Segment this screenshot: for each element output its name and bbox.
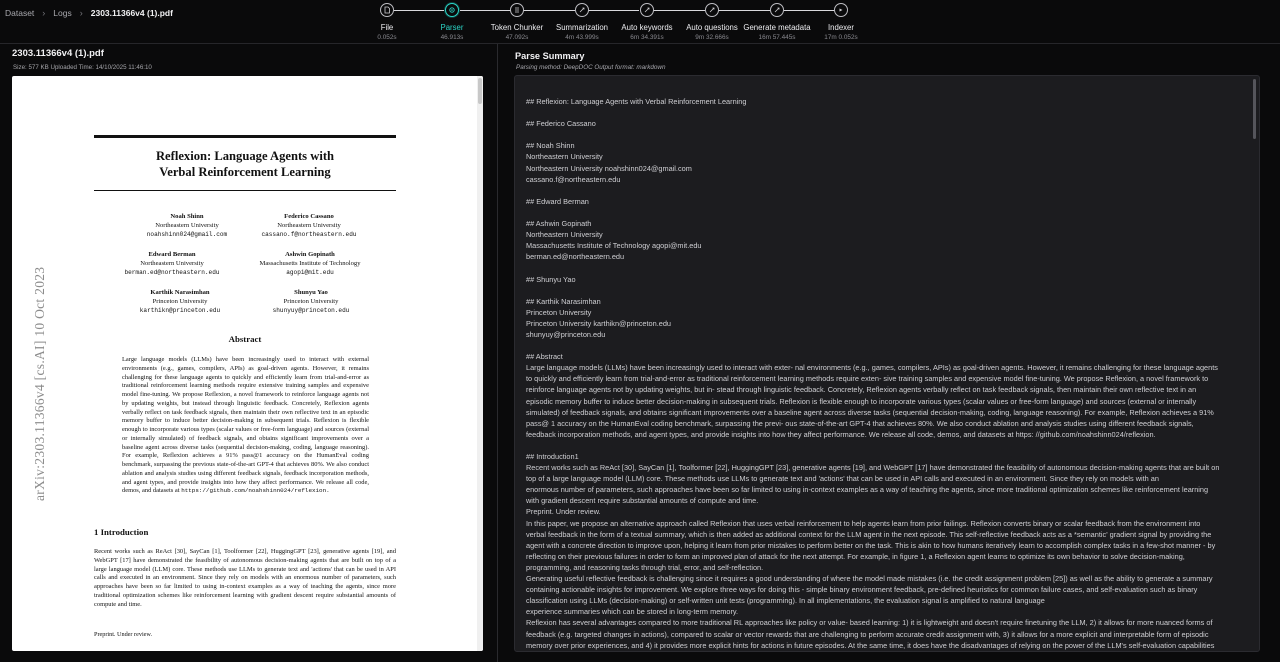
breadcrumb-current: 2303.11366v4 (1).pdf [90, 8, 173, 18]
markdown-blank-line [526, 285, 1246, 296]
abstract-link[interactable]: https://github.com/noahshinn024/reflexion. [181, 487, 330, 495]
markdown-blank-line [526, 262, 1246, 273]
intro-text: Recent works such as ReAct [30], SayCan [1], Toolformer [22], HuggingGPT [23], generative agents [19], and WebGPT [17] have demonstrated the feasibility of autonomous decision-making agents that are built on top of a large language model (LLM) core. These methods use LLMs to generate text and 'actions' that can be used in API calls and executed in an environment. Since they rely on models with an enormous number of parameters, such approaches have been so far limited to using in-context examples as a way of teaching the agents, since more traditional optimization schemes like reinforcement learning with gradient descent require substantial amounts of compute and time. [94, 548, 396, 608]
markdown-line: Northeastern University [526, 152, 603, 162]
markdown-line: cassano.f@northeastern.edu [526, 174, 621, 184]
step-name: Summarization [556, 23, 608, 32]
file-icon [380, 3, 394, 17]
preprint-footnote: Preprint. Under review. [94, 631, 153, 638]
markdown-line: containing actionable insights for improvement. We explore three ways for doing this - simple binary environment feedback, pre-defined heuristics for common failure cases, and self-evaluation such as binary [526, 585, 1198, 595]
author-name: Edward Berman [148, 251, 196, 258]
markdown-line: Princeton University [526, 307, 592, 317]
markdown-line: memory over prior experiences, and 4) it provides more explicit hints for actions in future episodes. At the same time, it does have the disadvantages of relying on the power of the LLM's self-evaluation capabilities [526, 640, 1215, 650]
markdown-blank-line [526, 340, 1246, 351]
markdown-heading: ## Edward Berman [526, 196, 589, 206]
markdown-heading: ## Ashwin Gopinath [526, 219, 592, 229]
author-name: Shunyu Yao [294, 289, 328, 296]
markdown-line: reflecting on their previous failures in order to form an improved plan of attack for the next attempt. For example, in figure 1, a Reflexion agent learns to optimize its own behavior to solve decision-making, [526, 551, 1185, 561]
markdown-line: Princeton University karthikn@princeton.edu [526, 318, 672, 328]
author-email: cassano.f@northeastern.edu [261, 230, 357, 238]
document-panel [0, 44, 498, 662]
summary-title: Parse Summary [515, 51, 585, 61]
markdown-blank-line [526, 107, 1246, 118]
parser-icon [445, 3, 459, 17]
author-name: Karthik Narasimhan [150, 289, 210, 296]
markdown-line: berman.ed@northeastern.edu [526, 252, 625, 262]
markdown-heading: ## Abstract [526, 352, 563, 362]
author-block [92, 251, 252, 277]
metadata-icon [770, 3, 784, 17]
abstract-text: Large language models (LLMs) have been increasingly used to interact with external environments (e.g., games, compilers, APIs) as goal-driven agents. However, it remains challenging for these language agents to quickly and efficiently learn from trial-and-error as traditional reinforcement learning methods require extensive training samples and expensive model fine-tuning. We propose Reflexion, a novel framework to reinforce language agents not by updating weights, but instead through linguistic feedback. Concretely, Reflexion agents verbally reflect on task feedback signals, then maintain their own reflective text in an episodic memory buffer to induce better decision-making in subsequent trials. Reflexion is flexible enough to incorporate various types (scalar values or free-form language) and sources (external or internally simulated) of feedback signals, and obtains significant improvements over a baseline agent across diverse tasks (sequential decision-making, coding, language reasoning). For example, Reflexion achieves a 91% pass@1 accuracy on the HumanEval coding benchmark, surpassing the previous state-of-the-art GPT-4 that achieves 80%. We also conduct ablation and analysis studies using different feedback signals, feedback incorporation methods, and agent types, and provide insights into how they affect performance. We release all code, demos, and datasets at [122, 356, 369, 495]
scrollbar-thumb[interactable] [478, 78, 482, 104]
markdown-line: feedback (e.g. targeted changes in actions), compared to scalar or vector rewards that are challenging to perform accurate credit assignment with, 3) it allows for a more explicit and interpretable form of episodic [526, 629, 1209, 639]
pipeline-steps [350, 0, 890, 44]
author-email: agopi@mit.edu [286, 268, 334, 276]
author-affiliation: Princeton University [152, 297, 208, 305]
markdown-line: Generating useful reflective feedback is challenging since it requires a good understanding of where the model made mistakes (i.e. the credit assignment problem [25]) as well as the ability to generate a summary [526, 574, 1213, 584]
markdown-heading: ## Noah Shinn [526, 141, 575, 151]
markdown-blank-line [526, 129, 1246, 140]
markdown-blank-line [526, 440, 1246, 451]
markdown-line: shunyuy@princeton.edu [526, 329, 606, 339]
markdown-line: Recent works such as ReAct [30], SayCan [1], Toolformer [22], HuggingGPT [23], generative agents [19], and WebGPT [17] have demonstrated the feasibility of autonomous decision-making agents that are built on [526, 463, 1220, 473]
markdown-line: Preprint. Under review. [526, 507, 601, 517]
paper-title [94, 149, 396, 180]
author-email: noahshinn024@gmail.com [146, 230, 228, 238]
markdown-line: In this paper, we propose an alternative approach called Reflexion that uses verbal reinforcement to help agents learn from prior failings. Reflexion converts binary or scalar feedback from the environment into [526, 518, 1201, 528]
chevron-right-icon: › [42, 8, 46, 18]
markdown-line: feedback incorporation methods, and agent types, and provide insights into how they affect performance. We release all code, demos, and datasets at https: //github.com/noahshinn024/reflexion. [526, 429, 1156, 439]
markdown-line: top of a large language model (LLM) core. These methods use LLMs to generate text and 'actions' that can be used in API calls and executed in an environment. Since they rely on models with an [526, 474, 1159, 484]
section-heading: 1 Introduction [94, 527, 149, 537]
markdown-output [526, 96, 1246, 651]
markdown-line: verbal feedback in the form of a textual summary, which is then added as additional context for the LLM agent in the next episode. This self-reflective feedback acts as a *semantic' gradient signal by providing the [526, 529, 1212, 539]
author-affiliation: Princeton University [283, 297, 339, 305]
top-bar [0, 0, 1280, 44]
markdown-blank-line [526, 207, 1246, 218]
author-affiliation: Northeastern University [155, 221, 219, 229]
author-name: Ashwin Gopinath [285, 251, 335, 258]
author-affiliation: Northeastern University [277, 221, 341, 229]
markdown-line: reinforce language agents not by updating weights, but in- stead through linguistic feedback. Concretely, Reflexion agents verbally reflect on task feedback signals, then maintain their own reflective text in an [526, 385, 1197, 395]
author-block [231, 289, 391, 315]
step-time: 0.052s [377, 34, 397, 41]
summary-content[interactable] [514, 75, 1260, 652]
markdown-heading: ## Reflexion: Language Agents with Verbal Reinforcement Learning [526, 97, 747, 106]
markdown-heading: ## Federico Cassano [526, 119, 596, 129]
step-time: 17m 0.052s [824, 34, 858, 41]
step-time: 9m 32.666s [695, 34, 729, 41]
chunker-icon [510, 3, 524, 17]
chevron-right-icon: › [79, 8, 83, 18]
abstract-heading: Abstract [228, 334, 262, 344]
markdown-line: with gradient descent require substantial amounts of compute and time. [526, 496, 759, 506]
markdown-line: Northeastern University noahshinn024@gmail.com [526, 163, 692, 173]
markdown-line: classification using LLMs (decision-making) or self-written unit tests (programming). In all implementations, the evaluation signal is amplified to natural language [526, 596, 1045, 606]
breadcrumb [5, 8, 173, 18]
title-rule-bottom [94, 190, 396, 191]
step-indexer[interactable] [801, 3, 881, 41]
author-block [229, 213, 389, 239]
step-name: Token Chunker [490, 23, 544, 32]
questions-icon [705, 3, 719, 17]
author-name: Noah Shinn [170, 213, 204, 220]
step-name: File [380, 23, 394, 32]
markdown-line: Northeastern University [526, 230, 603, 240]
step-time: 46.913s [440, 34, 464, 41]
step-name: Auto questions [686, 23, 738, 32]
summary-scrollbar[interactable] [1253, 79, 1256, 139]
breadcrumb-logs[interactable]: Logs [53, 8, 72, 18]
markdown-heading: ## Introduction1 [526, 452, 579, 461]
abstract-body [122, 356, 369, 496]
indexer-icon [834, 3, 848, 17]
document-title: 2303.11366v4 (1).pdf [12, 48, 104, 59]
pdf-scrollbar[interactable] [477, 76, 483, 651]
markdown-line: agent with a concrete direction to improve upon, helping it learn from prior mistakes to perform better on the task. This is akin to how humans iteratively learn to accomplish complex tasks in a few-shot manner - by [526, 540, 1216, 550]
markdown-line: enormous number of parameters, such approaches have been so far limited to using in-context examples as a way of teaching the agents, since more traditional optimization schemes like reinforcement learning [526, 485, 1209, 495]
step-name: Generate metadata [743, 23, 811, 32]
markdown-blank-line [526, 185, 1246, 196]
author-email: berman.ed@northeastern.edu [124, 268, 220, 276]
author-email: shunyuy@princeton.edu [272, 306, 350, 314]
step-name: Indexer [827, 23, 854, 32]
title-rule-top [94, 135, 396, 138]
markdown-line: Reflexion has several advantages compared to more traditional RL approaches like policy or value- based learning: 1) it is lightweight and doesn't require finetuning the LLM, 2) it allows for more nuanced forms of [526, 618, 1213, 628]
author-email: karthikn@princeton.edu [139, 306, 221, 314]
markdown-heading: ## Shunyu Yao [526, 274, 576, 284]
markdown-line: Large language models (LLMs) have been increasingly used to interact with exter- nal environments (e.g., games, compilers, APIs) as goal-driven agents. However, it remains challenging for these language agents [526, 363, 1218, 373]
author-block [230, 251, 390, 277]
paper-title-line: Reflexion: Language Agents with [155, 149, 335, 163]
markdown-heading: ## Karthik Narasimhan [526, 296, 601, 306]
markdown-line: experience summaries which can be stored in long-term memory. [526, 607, 739, 617]
markdown-line: programming, and reasoning tasks through trial, error, and self-reflection. [526, 562, 764, 572]
step-time: 4m 43.999s [565, 34, 599, 41]
breadcrumb-dataset[interactable]: Dataset [5, 8, 35, 18]
arxiv-stamp: arXiv:2303.11366v4 [cs.AI] 10 Oct 2023 [32, 266, 47, 501]
author-affiliation: Northeastern University [140, 259, 204, 267]
pdf-viewer[interactable] [12, 76, 483, 651]
summary-meta: Parsing method: DeepDOC Output format: markdown [516, 64, 666, 71]
author-affiliation: Massachusetts Institute of Technology [259, 259, 361, 267]
paper-title-line: Verbal Reinforcement Learning [159, 164, 331, 179]
markdown-line: episodic memory buffer to induce better decision-making in subsequent trials. Reflexion is flexible enough to incorporate various types (scalar values or free-form language) and sources (external or internally [526, 396, 1197, 406]
author-name: Federico Cassano [284, 213, 334, 220]
step-time: 16m 57.445s [758, 34, 796, 41]
step-name: Parser [440, 23, 464, 32]
markdown-line: simulated) of feedback signals, and obtains significant improvements over a baseline agent across diverse tasks (sequential decision-making, coding, language reasoning). For example, Reflexion achieves a 91% [526, 407, 1214, 417]
markdown-line: pass@ 1 accuracy on the HumanEval coding benchmark, surpassing the previ- ous state-of-the-art GPT-4 that achieves 80%. We also conduct ablation and analysis studies using different feedback signals, [526, 418, 1194, 428]
step-name: Auto keywords [621, 23, 673, 32]
summary-panel [499, 44, 1280, 662]
markdown-line: to quickly and efficiently learn from trial-and-error as traditional reinforcement learning methods require exten- sive training samples and expensive model fine-tuning. We propose Reflexion, a novel framework to [526, 374, 1209, 384]
pdf-page [12, 76, 477, 651]
step-time: 47.092s [505, 34, 529, 41]
step-time: 6m 34.391s [630, 34, 664, 41]
document-meta: Size: 577 KB Uploaded Time: 14/10/2025 11:46:10 [13, 64, 152, 71]
markdown-line: Massachusetts Institute of Technology agopi@mit.edu [526, 241, 702, 251]
keywords-icon [640, 3, 654, 17]
summarize-icon [575, 3, 589, 17]
